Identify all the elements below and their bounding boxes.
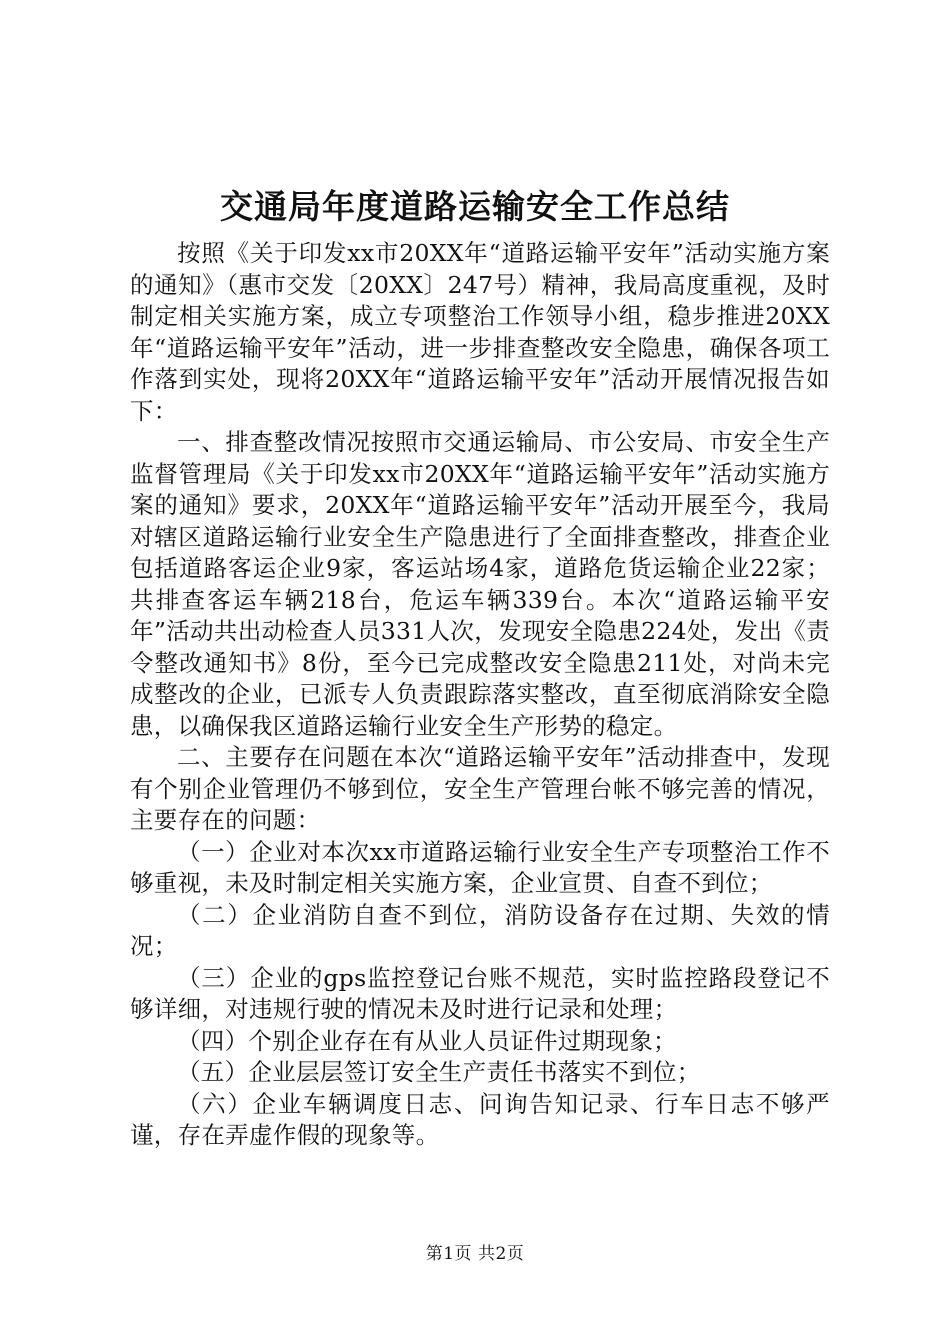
paragraph-item-4: （四）个别企业存在有从业人员证件过期现象； <box>177 1026 677 1055</box>
paragraph-section-1: 一、排查整改情况按照市交通运输局、市公安局、市安全生产监督管理局《关于印发xx市20XX年“道路运输平安年”活动实施方案的通知》要求，20XX年“道路运输平安年”活动开展至今，我局对辖区道路运输行业安全生产隐患进行了全面排查整改，排查企业包括道路客运企业9家，客运站场4家，道路危货运输企业22家；共排查客运车辆218台，危运车辆339台。本次“道路运输平安年”活动共出动检查人员331人次，发现安全隐患224处，发出《责令整改通知书》8份，至今已完成整改安全隐患211处，对尚未完成整改的企业，已派专人负责跟踪落实整改，直至彻底消除安全隐患，以确保我区道路运输行业安全生产形势的稳定。 <box>130 428 830 740</box>
document-title: 交通局年度道路运输安全工作总结 <box>220 187 730 226</box>
paragraph-section-2: 二、主要存在问题在本次“道路运输平安年”活动排查中，发现有个别企业管理仍不够到位，安全生产管理台帐不够完善的情况，主要存在的问题： <box>130 743 830 834</box>
paragraph-item-1: （一）企业对本次xx市道路运输行业安全生产专项整治工作不够重视，未及时制定相关实施方案，企业宣贯、自查不到位； <box>130 837 830 897</box>
paragraph-intro: 按照《关于印发xx市20XX年“道路运输平安年”活动实施方案的通知》（惠市交发〔20XX〕247号）精神，我局高度重视，及时制定相关实施方案，成立专项整治工作领导小组，稳步推进20XX年“道路运输平安年”活动，进一步排查整改安全隐患，确保各项工作落到实处，现将20XX年“道路运输平安年”活动开展情况报告如下： <box>130 239 830 425</box>
paragraph-item-5: （五）企业层层签订安全生产责任书落实不到位； <box>177 1058 701 1086</box>
paragraph-item-6: （六）企业车辆调度日志、问询告知记录、行车日志不够严谨，存在弄虚作假的现象等。 <box>130 1089 830 1149</box>
page-footer: 第1页 共2页 <box>425 1244 525 1264</box>
paragraph-item-2: （二）企业消防自查不到位，消防设备存在过期、失效的情况； <box>130 900 830 960</box>
paragraph-item-3: （三）企业的gps监控登记台账不规范，实时监控路段登记不够详细，对违规行驶的情况未及时进行记录和处理； <box>130 963 830 1023</box>
document-body <box>130 238 830 1152</box>
